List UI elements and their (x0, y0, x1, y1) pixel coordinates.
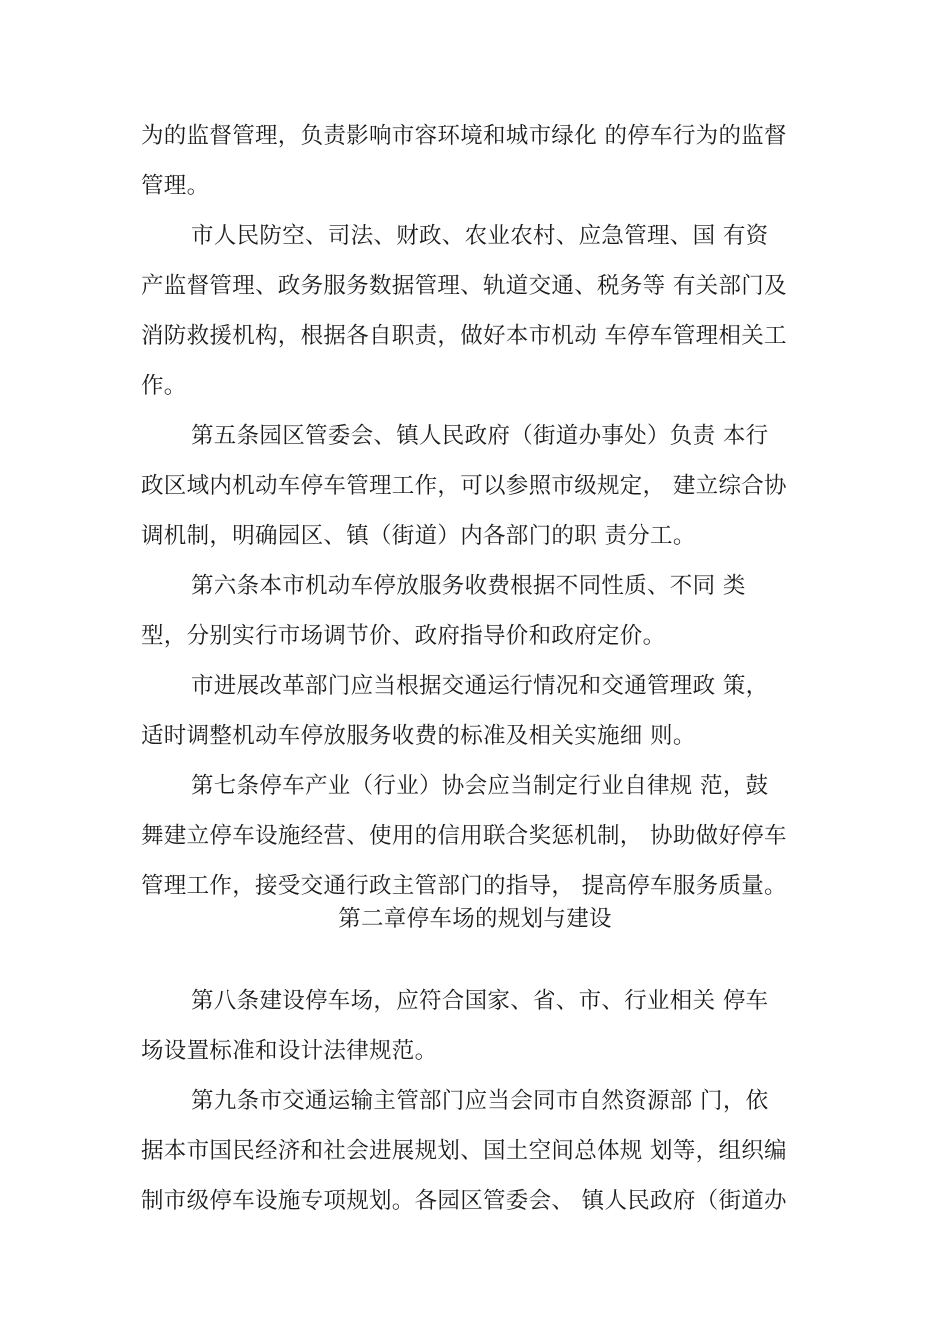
text-line: 调机制，明确园区、镇（街道）内各部门的职 责分工。 (141, 523, 696, 549)
text-line: 第五条园区管委会、镇人民政府（街道办事处）负责 本行 (191, 423, 769, 449)
text-line: 政区域内机动车停车管理工作，可以参照市级规定， 建立综合协 (141, 473, 787, 499)
text-line: 型，分别实行市场调节价、政府指导价和政府定价。 (141, 623, 666, 649)
text-line: 消防救援机构，根据各自职责，做好本市机动 车停车管理相关工 (141, 323, 787, 349)
text-line: 舞建立停车设施经营、使用的信用联合奖惩机制， 协助做好停车 (141, 823, 787, 849)
text-line: 市人民防空、司法、财政、农业农村、应急管理、国 有资 (191, 223, 769, 249)
text-line: 第六条本市机动车停放服务收费根据不同性质、不同 类 (191, 573, 746, 599)
text-line: 据本市国民经济和社会进展规划、国土空间总体规 划等，组织编 (141, 1138, 787, 1164)
text-line: 第七条停车产业（行业）协会应当制定行业自律规 范，鼓 (191, 773, 769, 799)
text-line: 管理工作，接受交通行政主管部门的指导， 提高停车服务质量。 (141, 873, 787, 899)
text-line: 第八条建设停车场，应符合国家、省、市、行业相关 停车 (191, 988, 769, 1014)
text-line: 为的监督管理，负责影响市容环境和城市绿化 的停车行为的监督 (141, 123, 787, 149)
text-line: 适时调整机动车停放服务收费的标准及相关实施细 则。 (141, 723, 696, 749)
text-line: 市进展改革部门应当根据交通运行情况和交通管理政 策， (191, 673, 769, 699)
text-line: 场设置标准和设计法律规范。 (141, 1038, 438, 1064)
text-line: 作。 (141, 373, 187, 399)
text-line: 制市级停车设施专项规划。各园区管委会、 镇人民政府（街道办 (141, 1188, 787, 1214)
text-line: 产监督管理、政务服务数据管理、轨道交通、税务等 有关部门及 (141, 273, 787, 299)
text-line: 第九条市交通运输主管部门应当会同市自然资源部 门，依 (191, 1088, 769, 1114)
chapter-heading: 第二章停车场的规划与建设 (338, 906, 612, 932)
text-line: 管理。 (141, 173, 210, 199)
